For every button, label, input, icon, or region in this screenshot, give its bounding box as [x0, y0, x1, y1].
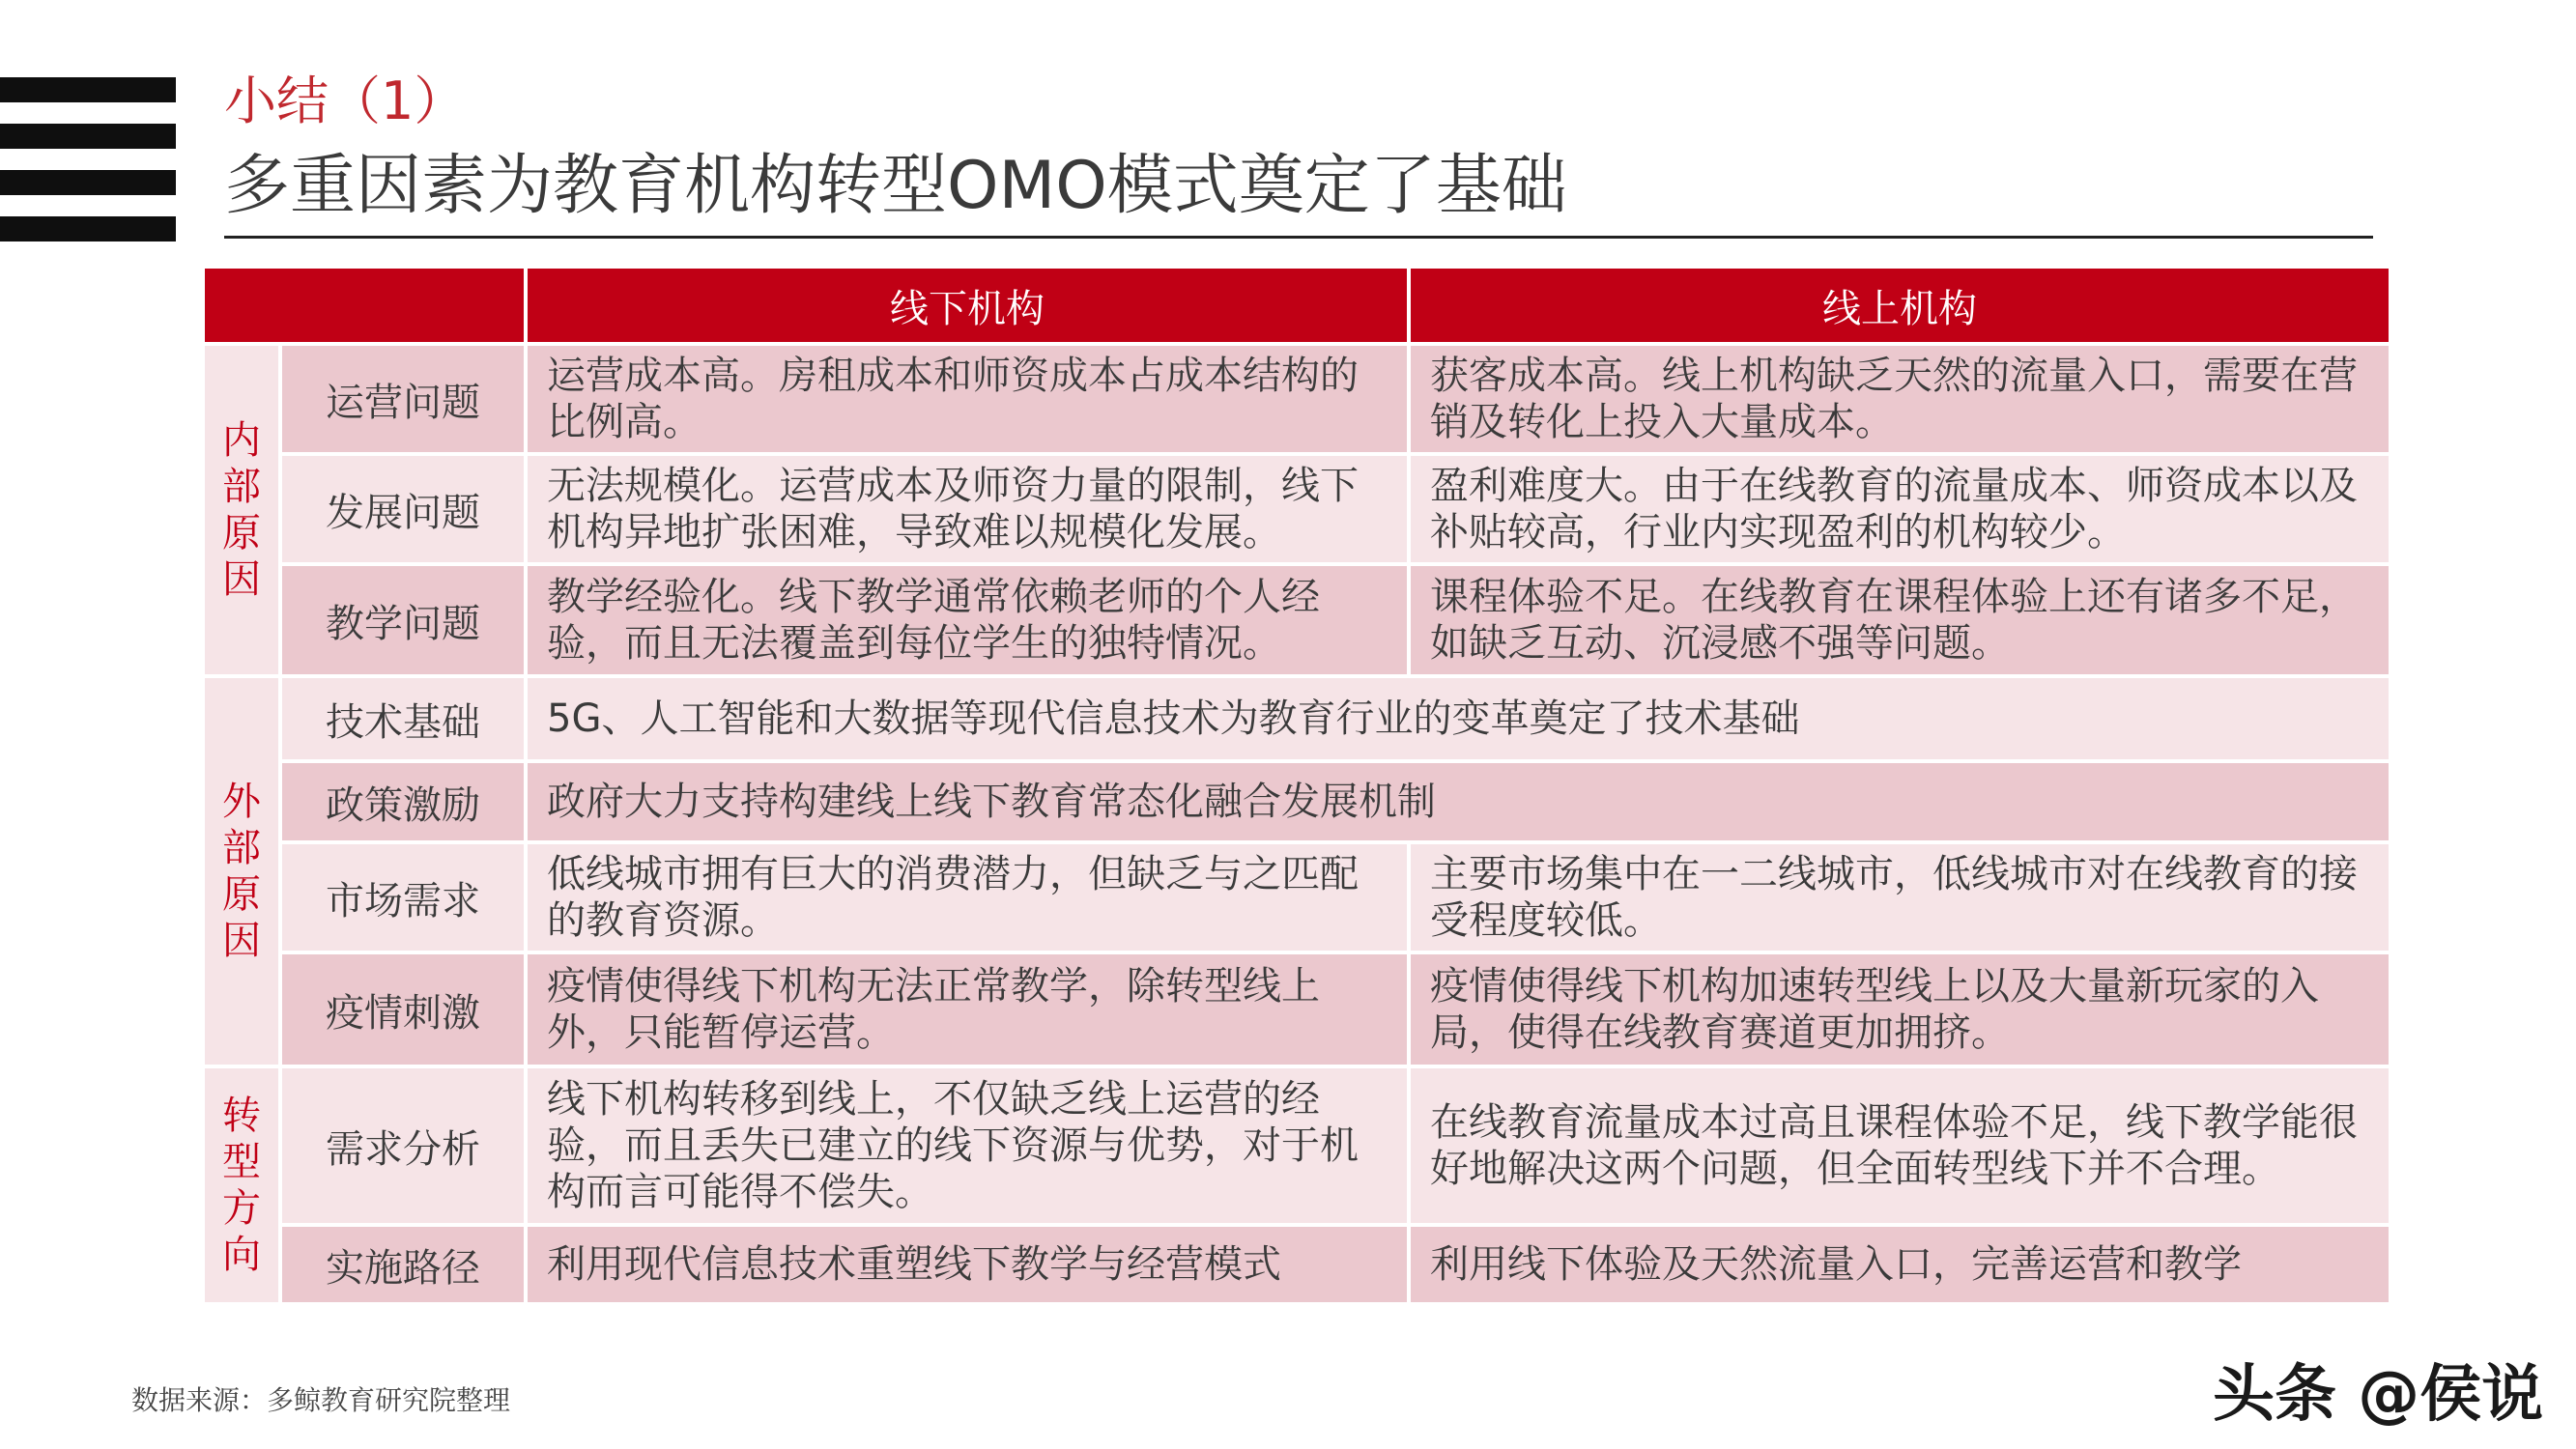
- table-cell-merged: 政府大力支持构建线上线下教育常态化融合发展机制: [528, 763, 2389, 840]
- row-label: 市场需求: [282, 844, 524, 951]
- table-cell-offline: 运营成本高。房租成本和师资成本占成本结构的比例高。: [528, 346, 1407, 452]
- row-label: 教学问题: [282, 566, 524, 674]
- row-label: 实施路径: [282, 1227, 524, 1302]
- row-label: 发展问题: [282, 456, 524, 562]
- column-header-offline: 线下机构: [528, 269, 1407, 342]
- table-cell-offline: 教学经验化。线下教学通常依赖老师的个人经验，而且无法覆盖到每位学生的独特情况。: [528, 566, 1407, 674]
- data-source-note: 数据来源：多鲸教育研究院整理: [131, 1384, 511, 1416]
- slide-subtitle: 小结（1）: [224, 71, 467, 131]
- table-cell-offline: 疫情使得线下机构无法正常教学，除转型线上外，只能暂停运营。: [528, 954, 1407, 1065]
- watermark: 头条 @侯说: [2213, 1359, 2544, 1431]
- table-cell-online: 盈利难度大。由于在线教育的流量成本、师资成本以及补贴较高，行业内实现盈利的机构较少。: [1411, 456, 2389, 562]
- table-cell-online: 利用线下体验及天然流量入口，完善运营和教学: [1411, 1227, 2389, 1302]
- row-label: 运营问题: [282, 346, 524, 452]
- table-cell-online: 课程体验不足。在线教育在课程体验上还有诸多不足，如缺乏互动、沉浸感不强等问题。: [1411, 566, 2389, 674]
- table-cell-online: 在线教育流量成本过高且课程体验不足，线下教学能很好地解决这两个问题，但全面转型线下并不合理。: [1411, 1068, 2389, 1223]
- table-cell-online: 疫情使得线下机构加速转型线上以及大量新玩家的入局，使得在线教育赛道更加拥挤。: [1411, 954, 2389, 1065]
- table-cell-offline: 无法规模化。运营成本及师资力量的限制，线下机构异地扩张困难，导致难以规模化发展。: [528, 456, 1407, 562]
- group-label-transformation: 转 型 方 向: [205, 1068, 278, 1302]
- group-label-internal: 内 部 原 因: [205, 346, 278, 674]
- row-label: 疫情刺激: [282, 954, 524, 1065]
- table-cell-online: 获客成本高。线上机构缺乏天然的流量入口，需要在营销及转化上投入大量成本。: [1411, 346, 2389, 452]
- table-cell-merged: 5G、人工智能和大数据等现代信息技术为教育行业的变革奠定了技术基础: [528, 678, 2389, 759]
- header-corner: [205, 269, 524, 342]
- slide-title: 多重因素为教育机构转型OMO模式奠定了基础: [224, 148, 1567, 224]
- column-header-online: 线上机构: [1411, 269, 2389, 342]
- group-label-external: 外 部 原 因: [205, 678, 278, 1065]
- row-label: 政策激励: [282, 763, 524, 840]
- title-divider: [224, 236, 2373, 239]
- comparison-table: [205, 269, 2389, 1302]
- table-cell-offline: 利用现代信息技术重塑线下教学与经营模式: [528, 1227, 1407, 1302]
- table-cell-offline: 线下机构转移到线上，不仅缺乏线上运营的经验，而且丢失已建立的线下资源与优势，对于机构而言可能得不偿失。: [528, 1068, 1407, 1223]
- table-cell-online: 主要市场集中在一二线城市，低线城市对在线教育的接受程度较低。: [1411, 844, 2389, 951]
- stripes-logo: [0, 77, 176, 242]
- table-cell-offline: 低线城市拥有巨大的消费潜力，但缺乏与之匹配的教育资源。: [528, 844, 1407, 951]
- row-label: 技术基础: [282, 678, 524, 759]
- row-label: 需求分析: [282, 1068, 524, 1223]
